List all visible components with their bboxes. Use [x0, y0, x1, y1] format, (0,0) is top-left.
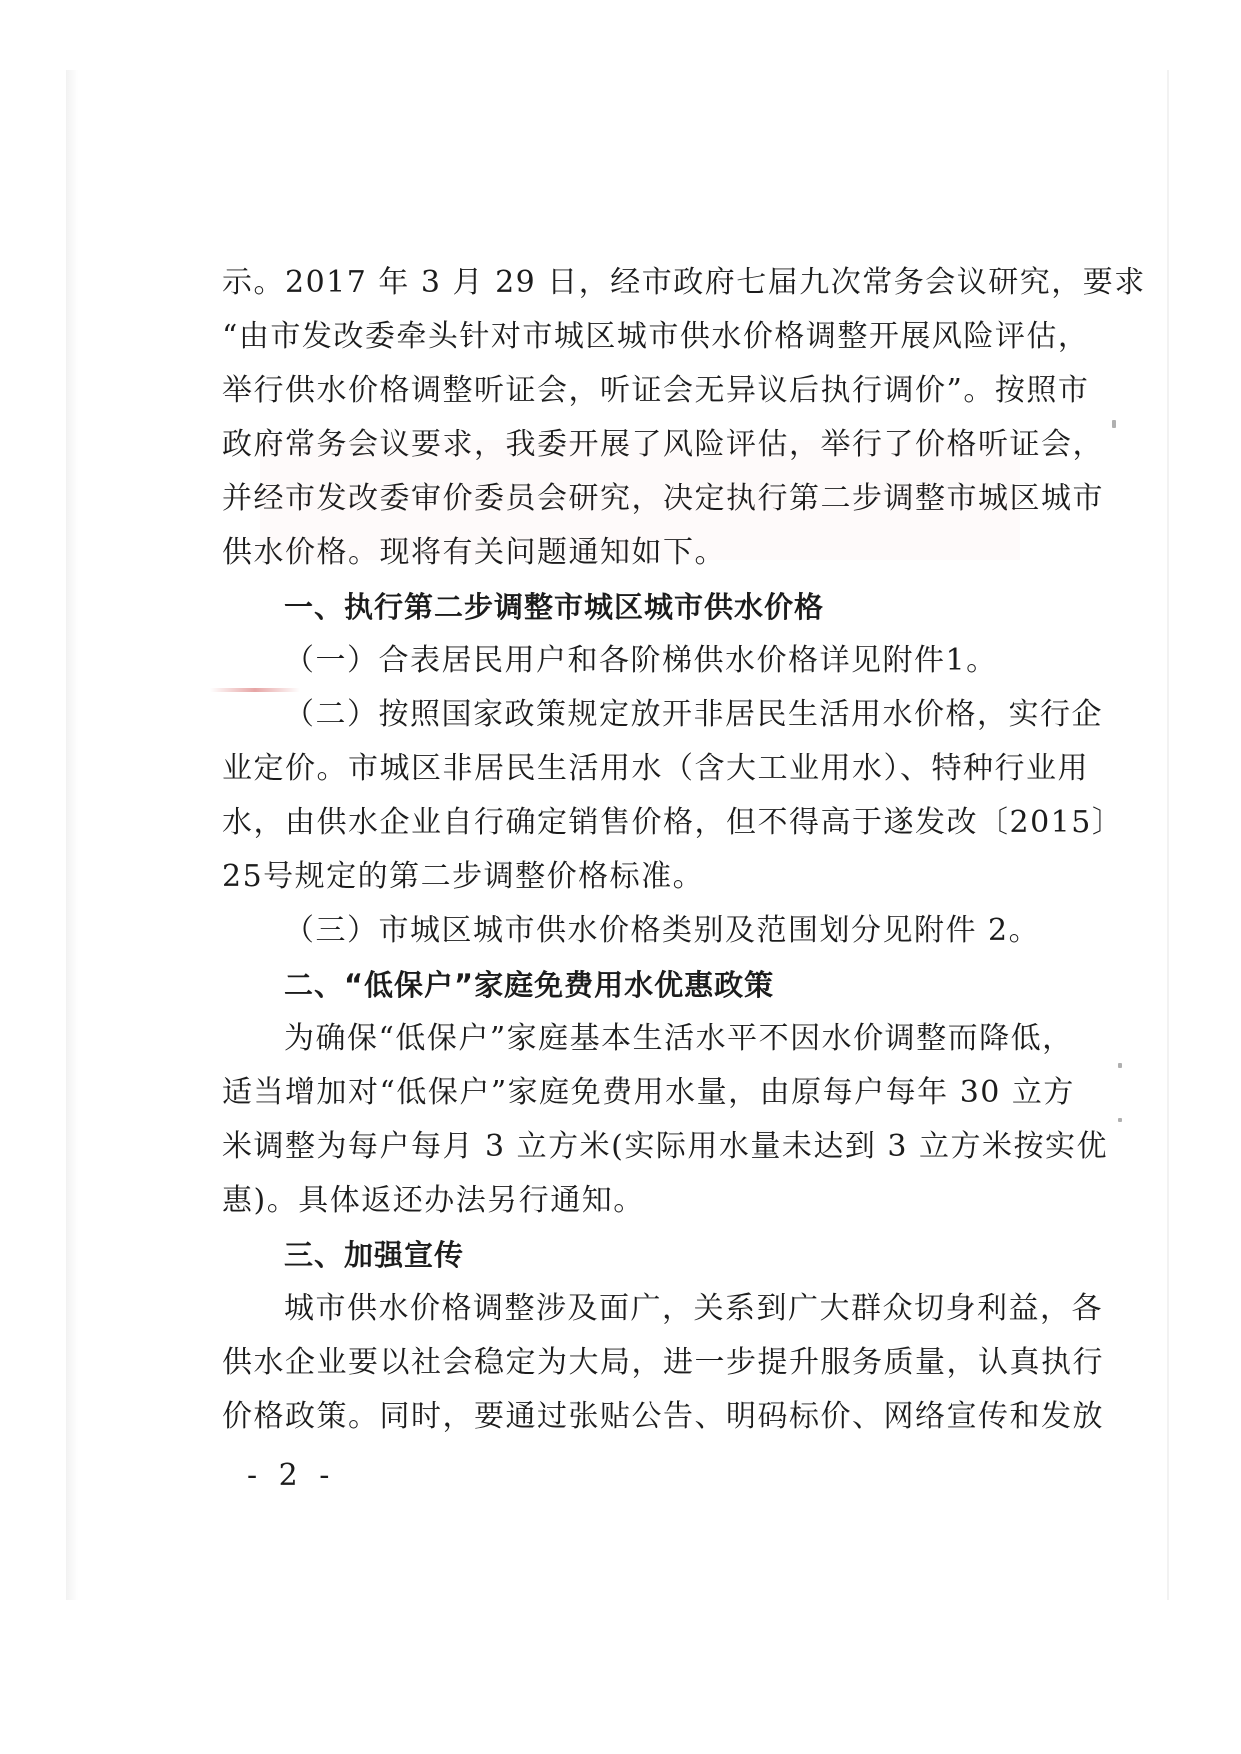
scan-page-shadow-right: [1167, 70, 1169, 1600]
red-ink-mark: [210, 688, 300, 692]
paragraph-line: 政府常务会议要求，我委开展了风险评估，举行了价格听证会，: [222, 427, 1104, 462]
paragraph-line: 供水价格。现将有关问题通知如下。: [222, 535, 726, 570]
paragraph-line: 供水企业要以社会稳定为大局，进一步提升服务质量，认真执行: [222, 1345, 1104, 1380]
scan-page-shadow-left: [66, 70, 78, 1600]
paragraph-line: 举行供水价格调整听证会，听证会无异议后执行调价”。按照市: [222, 373, 1090, 408]
scan-speck: [1118, 1063, 1122, 1068]
page-number: - 2 -: [247, 1458, 336, 1493]
paragraph-line: 示。2017 年 3 月 29 日，经市政府七届九次常务会议研究，要求: [222, 265, 1146, 300]
paragraph-line: 价格政策。同时，要通过张贴公告、明码标价、网络宣传和发放: [222, 1399, 1104, 1434]
paragraph-line: 惠)。具体返还办法另行通知。: [222, 1183, 645, 1218]
section-heading: 二、“低保户”家庭免费用水优惠政策: [284, 968, 775, 1002]
paragraph-line: （一）合表居民用户和各阶梯供水价格详见附件1。: [284, 643, 998, 678]
paragraph-line: 并经市发改委审价委员会研究，决定执行第二步调整市城区城市: [222, 481, 1104, 516]
section-heading: 一、执行第二步调整市城区城市供水价格: [284, 590, 825, 624]
paragraph-line: 米调整为每户每月 3 立方米(实际用水量未达到 3 立方米按实优: [222, 1129, 1109, 1164]
paragraph-line: （三）市城区城市供水价格类别及范围划分见附件 2。: [284, 913, 1041, 948]
paragraph-line: 适当增加对“低保户”家庭免费用水量，由原每户每年 30 立方: [222, 1075, 1075, 1110]
scan-speck: [1112, 420, 1116, 428]
paragraph-line: 为确保“低保户”家庭基本生活水平不因水价调整而降低，: [284, 1021, 1074, 1056]
section-heading: 三、加强宣传: [284, 1238, 465, 1272]
paragraph-line: （二）按照国家政策规定放开非居民生活用水价格，实行企: [284, 697, 1103, 732]
paragraph-line: 水，由供水企业自行确定销售价格，但不得高于遂发改〔2015〕: [222, 805, 1124, 840]
paragraph-line: 25号规定的第二步调整价格标准。: [222, 859, 705, 894]
scan-speck: [1118, 1118, 1122, 1122]
paragraph-line: 业定价。市城区非居民生活用水（含大工业用水）、特种行业用: [222, 751, 1089, 786]
paragraph-line: 城市供水价格调整涉及面广，关系到广大群众切身利益，各: [284, 1291, 1103, 1326]
paragraph-line: “由市发改委牵头针对市城区城市供水价格调整开展风险评估，: [222, 319, 1090, 354]
